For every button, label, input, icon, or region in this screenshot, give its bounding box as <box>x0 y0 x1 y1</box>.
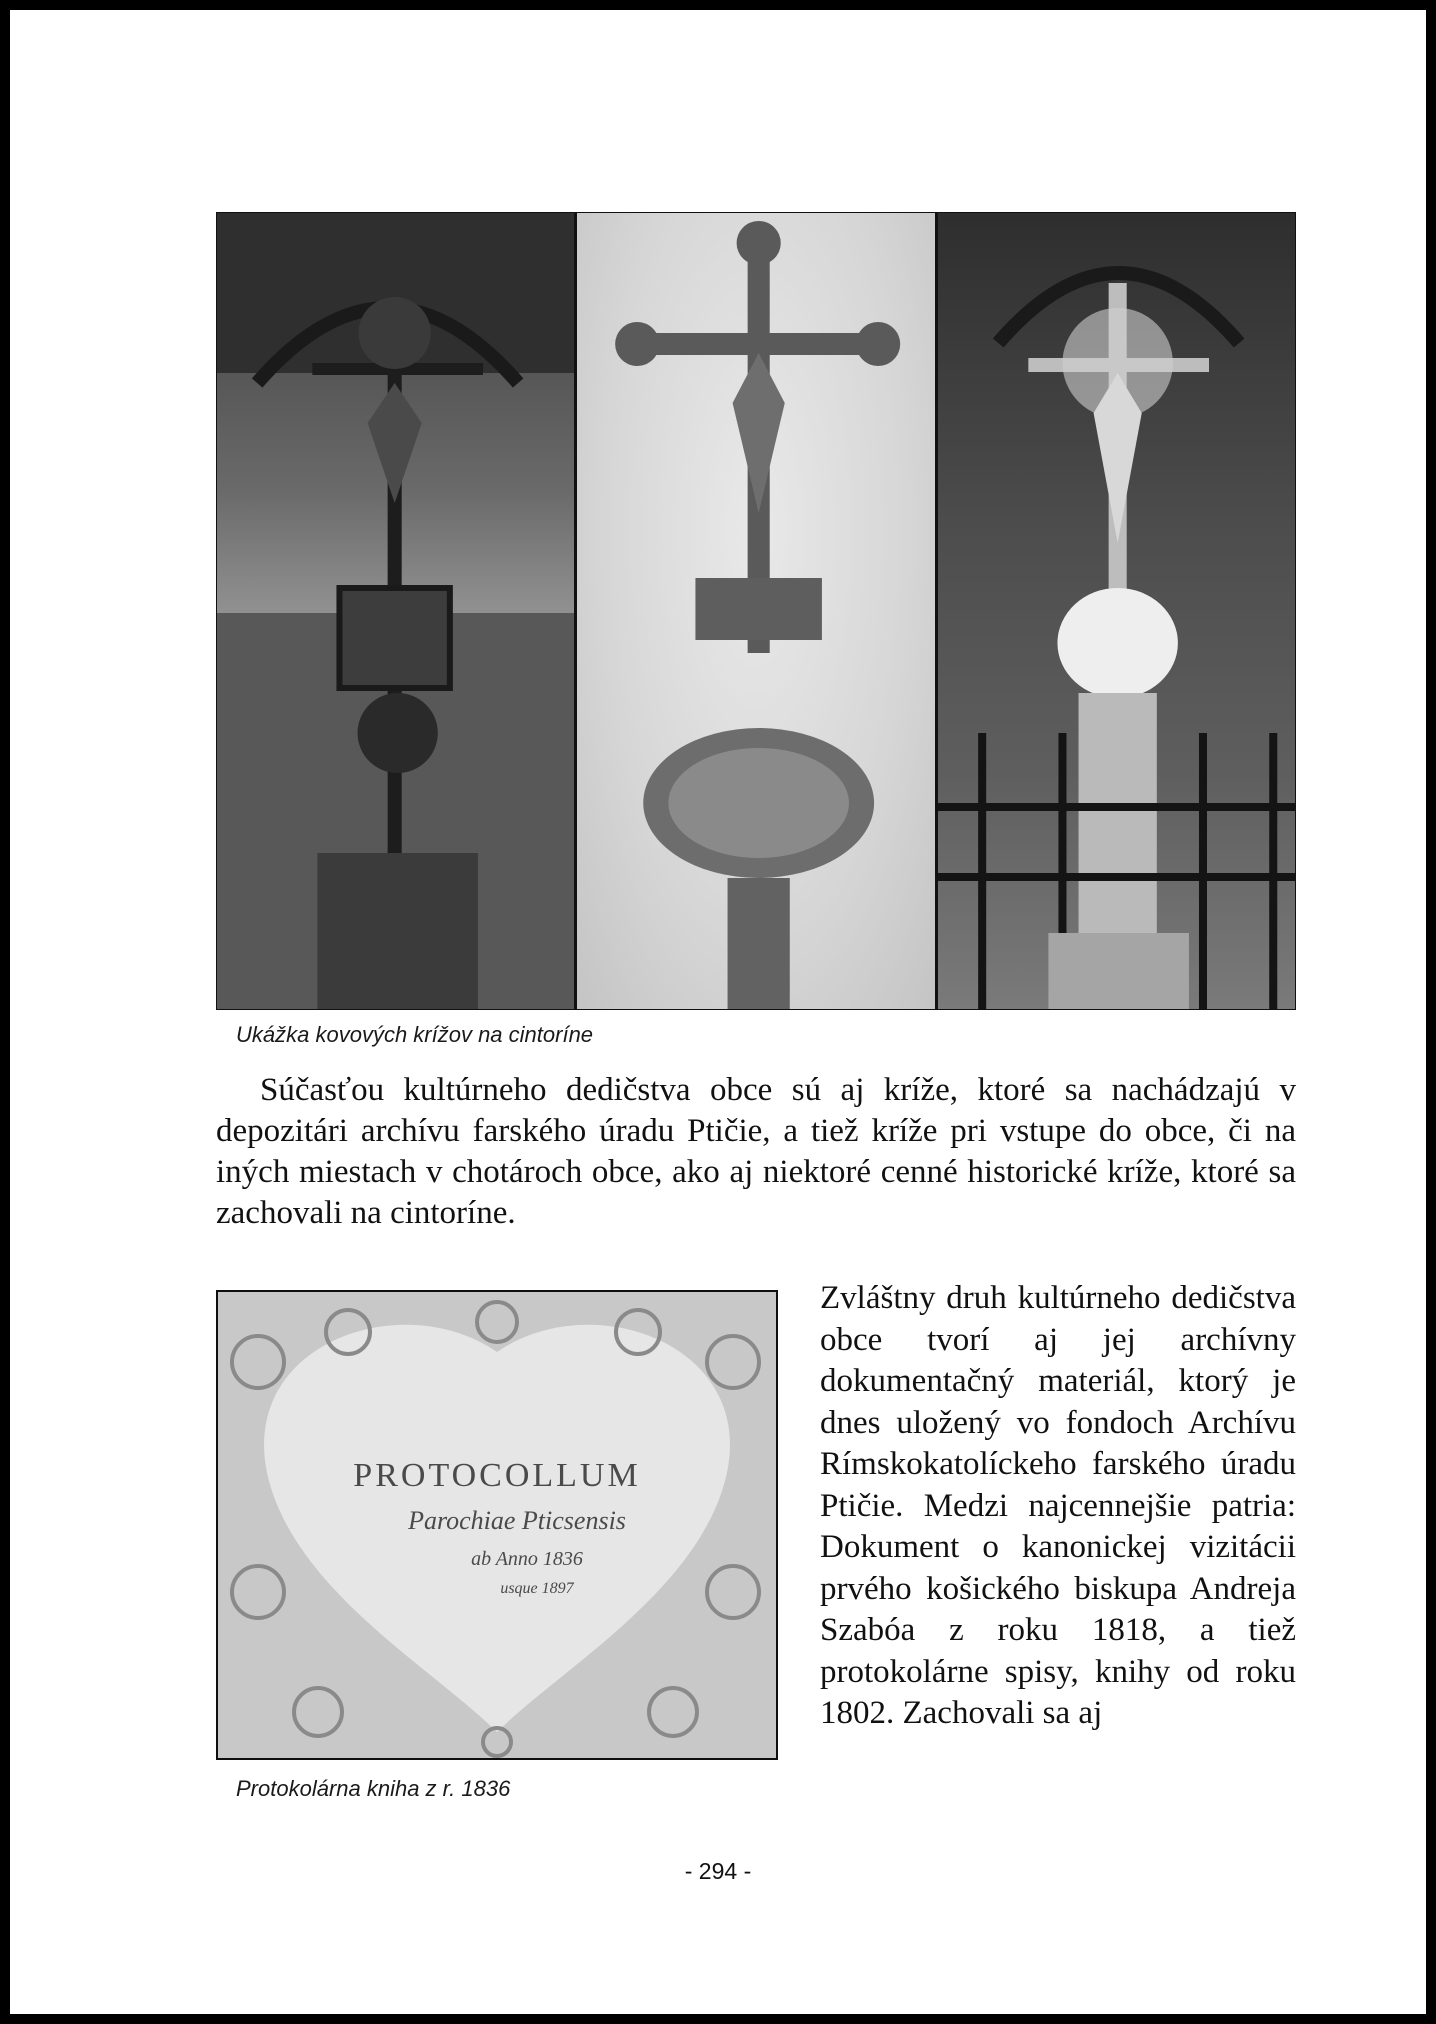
paragraph-archive: Zvláštny druh kultúrneho dedičstva obce tvorí aj jej archívny dokumentačný materiál, ktorý je dnes uložený vo fondoch Archívu Rímskokatolíckeho farského úradu Ptičie. Medzi najcennejšie patria: Dokument o kanonickej vizitácii prvého košického biskupa Andreja Szabóa z roku 1818, a tiež protokolárne spisy, knihy od roku 1802. Zachovali sa aj <box>820 1280 1296 1731</box>
book-year-end: usque 1897 <box>500 1580 574 1597</box>
cross-with-fence-image <box>938 213 1295 1009</box>
page-number: - 294 - <box>684 1858 752 1884</box>
crosses-caption: Ukážka kovových krížov na cintoríne <box>236 1022 594 1047</box>
cross-photo-left <box>217 213 574 1009</box>
protocol-book-cover <box>218 1292 776 1758</box>
book-subtitle: Parochiae Pticsensis <box>408 1506 626 1535</box>
paragraph-crosses: Súčasťou kultúrneho dedičstva obce sú aj kríže, ktoré sa nachádzajú v depozitári archívu farského úradu Ptičie, a tiež kríže pri vstupe do obce, či na iných miestach v chotároch obce, ako aj niektoré cenné historické kríže, ktoré sa zachovali na cintoríne. <box>216 1072 1296 1231</box>
cemetery-cross-with-arch-image <box>217 213 574 1009</box>
document-page <box>10 10 1426 2014</box>
book-year-start: ab Anno 1836 <box>471 1548 583 1570</box>
ornate-cross-with-plaque-image <box>577 213 934 1009</box>
cross-photo-right <box>938 213 1295 1009</box>
book-caption: Protokolárna kniha z r. 1836 <box>236 1776 511 1801</box>
protocol-book-photo <box>216 1290 778 1760</box>
book-title: PROTOCOLLUM <box>353 1457 641 1494</box>
cross-photo-middle <box>577 213 934 1009</box>
crosses-photo-strip <box>216 212 1296 1010</box>
